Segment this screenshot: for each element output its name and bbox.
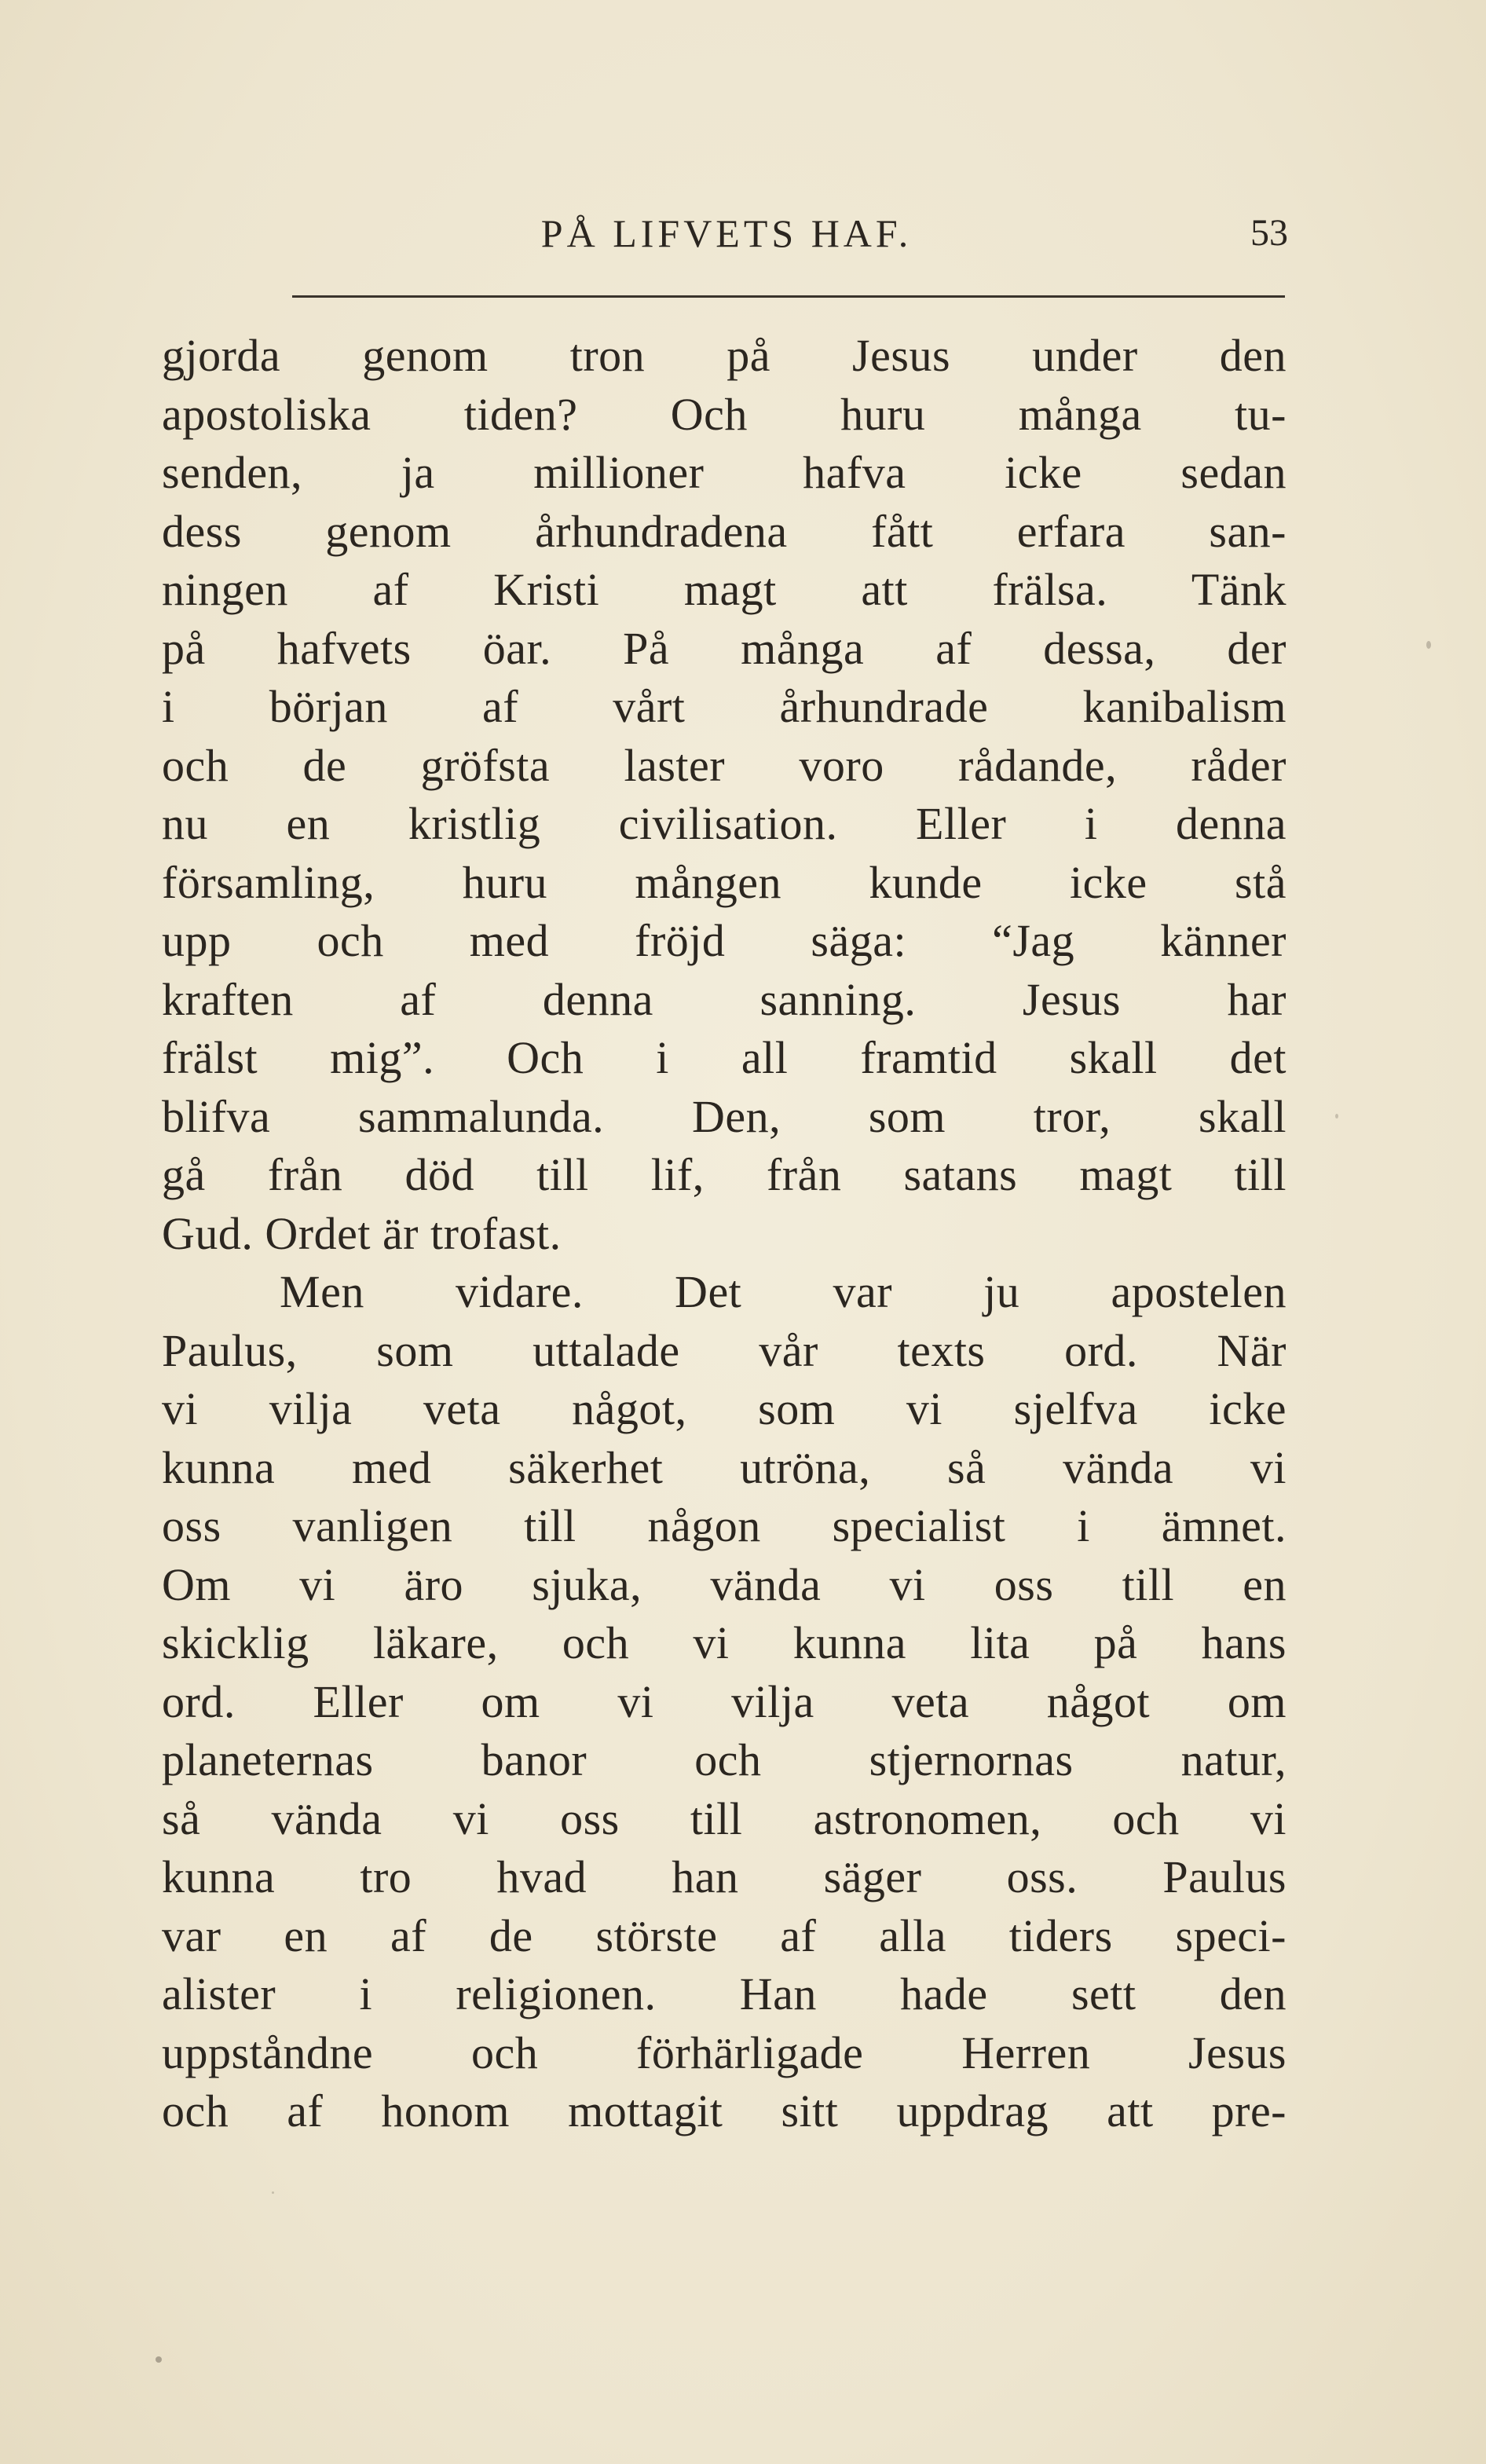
text-line: apostoliska tiden? Och huru många tu- — [162, 388, 1287, 440]
paper-speck — [156, 2356, 162, 2363]
text-line: på hafvets öar. På många af dessa, der — [162, 622, 1287, 674]
text-line: och af honom mottagit sitt uppdrag att pre- — [162, 2085, 1287, 2136]
text-line: upp och med fröjd säga: “Jag känner — [162, 915, 1287, 966]
text-line: gjorda genom tron på Jesus under den — [162, 330, 1287, 381]
text-line: dess genom århundradena fått erfara san- — [162, 505, 1287, 557]
text-line: var en af de störste af alla tiders speci- — [162, 1909, 1287, 1961]
running-title: PÅ LIFVETS HAF. — [540, 211, 913, 255]
page-number: 53 — [1250, 212, 1288, 254]
text-line: skicklig läkare, och vi kunna lita på hans — [162, 1617, 1287, 1668]
running-head — [165, 206, 1288, 261]
text-line: så vända vi oss till astronomen, och vi — [162, 1792, 1287, 1844]
paper-speck — [1335, 1114, 1338, 1119]
body-text — [162, 327, 1287, 2141]
text-line: och de gröfsta laster voro rådande, råder — [162, 739, 1287, 791]
text-line: Paulus, som uttalade vår texts ord. När — [162, 1324, 1287, 1376]
text-line: blifva sammalunda. Den, som tror, skall — [162, 1090, 1287, 1142]
text-line: Om vi äro sjuka, vända vi oss till en — [162, 1558, 1287, 1610]
paragraph-end-line: Gud. Ordet är trofast. — [162, 1207, 562, 1259]
paper-speck — [1426, 641, 1431, 649]
text-line: kunna med säkerhet utröna, så vända vi — [162, 1441, 1287, 1493]
text-line: ningen af Kristi magt att frälsa. Tänk — [162, 564, 1287, 615]
text-line: församling, huru mången kunde icke stå — [162, 856, 1287, 908]
text-line: i början af vårt århundrade kanibalism — [162, 681, 1287, 732]
text-line: planeternas banor och stjernornas natur, — [162, 1734, 1287, 1785]
text-line: kraften af denna sanning. Jesus har — [162, 973, 1287, 1025]
text-line: frälst mig”. Och i all framtid skall det — [162, 1032, 1287, 1083]
text-line: uppståndne och förhärligade Herren Jesus — [162, 2026, 1287, 2078]
header-rule — [292, 295, 1285, 298]
paragraph-start-line: Men vidare. Det var ju apostelen — [280, 1266, 1287, 1317]
text-line: ord. Eller om vi vilja veta något om — [162, 1675, 1287, 1727]
text-line: alister i religionen. Han hade sett den — [162, 1968, 1287, 2019]
text-line: senden, ja millioner hafva icke sedan — [162, 447, 1287, 498]
text-line: gå från död till lif, från satans magt till — [162, 1149, 1287, 1200]
text-line: oss vanligen till någon specialist i ämnet. — [162, 1500, 1287, 1551]
text-line: vi vilja veta något, som vi sjelfva icke — [162, 1383, 1287, 1434]
text-line: nu en kristlig civilisation. Eller i denna — [162, 798, 1287, 849]
paper-speck — [272, 2191, 274, 2194]
text-line: kunna tro hvad han säger oss. Paulus — [162, 1851, 1287, 1902]
